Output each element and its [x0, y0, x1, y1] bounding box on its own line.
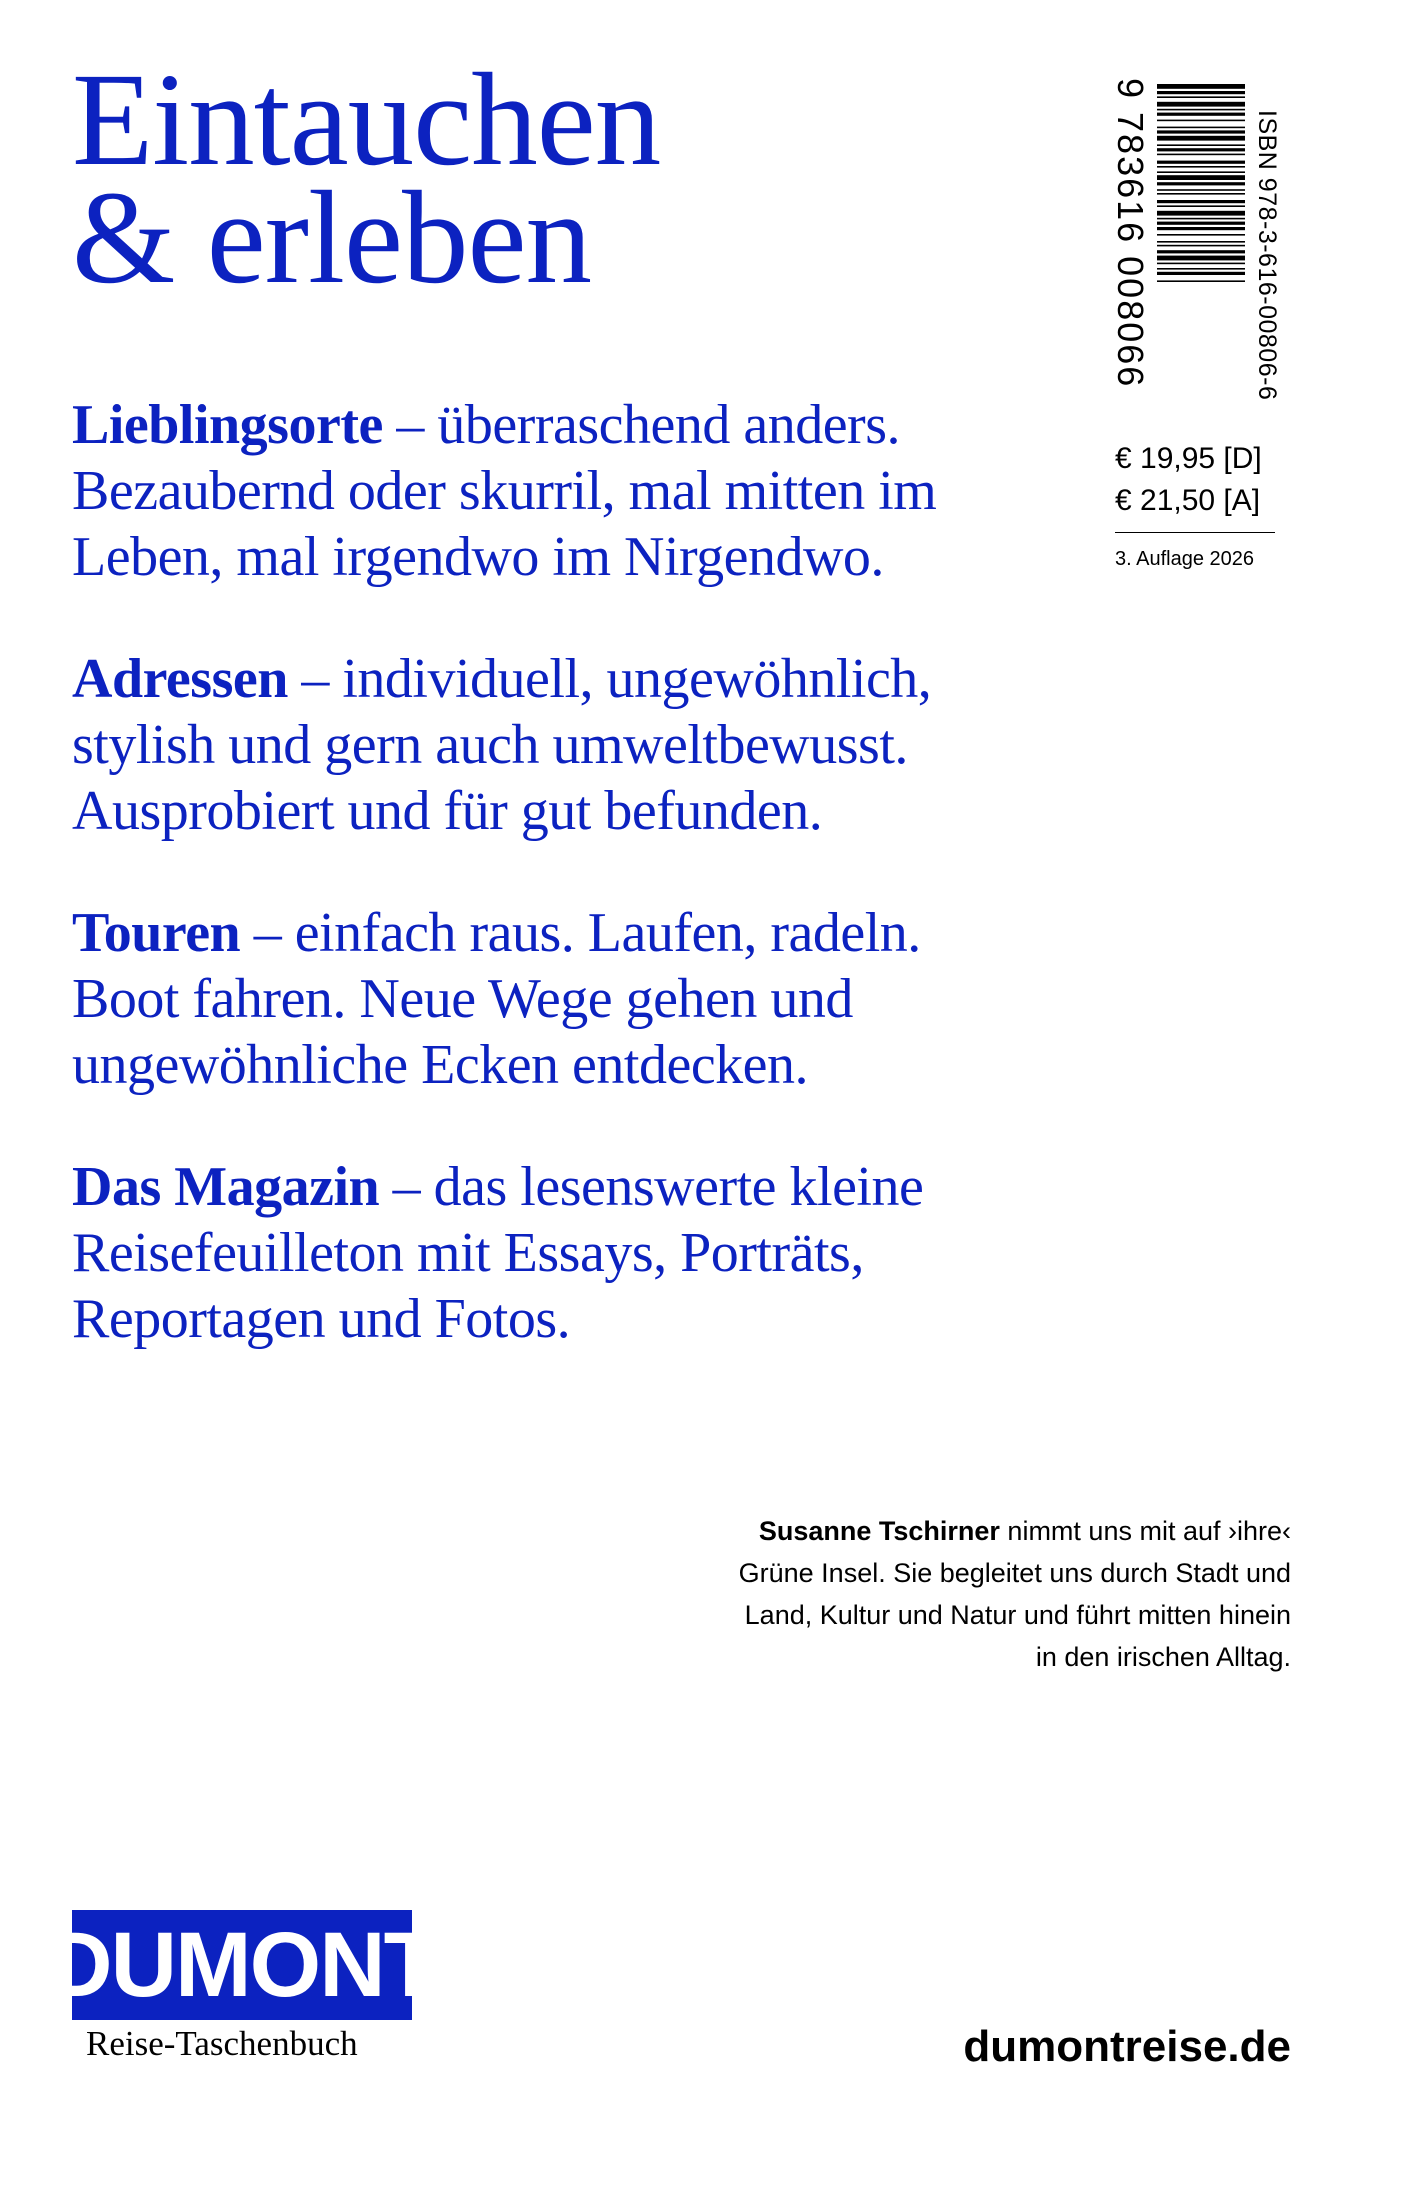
barcode-bar	[1157, 222, 1245, 225]
author-name: Susanne Tschirner	[758, 1516, 1000, 1546]
barcode-bar	[1157, 154, 1245, 156]
barcode-bar	[1157, 113, 1245, 116]
barcode-bar	[1157, 148, 1245, 151]
feature-title: Lieblingsorte	[72, 394, 383, 456]
barcode-bar	[1157, 171, 1245, 173]
barcode-bar	[1157, 166, 1245, 168]
barcode	[1105, 78, 1285, 418]
price-austria: € 21,50 [A]	[1115, 484, 1261, 517]
barcode-bar	[1157, 189, 1245, 191]
headline	[72, 45, 661, 311]
barcode-bar	[1157, 102, 1245, 107]
barcode-bar	[1157, 280, 1245, 282]
feature-touren	[72, 900, 1032, 1098]
barcode-bar	[1157, 256, 1245, 261]
edition-label: 3. Auflage 2026	[1115, 548, 1255, 570]
barcode-bar	[1157, 193, 1245, 195]
author-text: nimmt uns mit auf ›ihre‹ Grüne Insel. Sie begleitet uns durch Stadt und Land, Kultur und Natur und führt mitten hinein in den irischen Alltag.	[738, 1516, 1291, 1672]
barcode-bar	[1157, 200, 1245, 203]
barcode-bar	[1157, 109, 1245, 111]
feature-magazin	[72, 1154, 1032, 1352]
barcode-bar	[1157, 161, 1245, 164]
headline-line-1: Eintauchen	[72, 45, 661, 193]
feature-lieblingsorte	[72, 392, 1032, 590]
price-divider	[1115, 532, 1275, 533]
feature-adressen	[72, 646, 1032, 844]
feature-text: – überraschend anders. Bezaubernd oder skurril, mal mitten im Leben, mal irgendwo im Nirgendwo.	[72, 394, 937, 588]
barcode-bar	[1157, 205, 1245, 207]
barcode-bar	[1157, 96, 1245, 98]
price-germany: € 19,95 [D]	[1115, 442, 1262, 475]
logo-subtitle: Reise-Taschenbuch	[86, 2024, 358, 2063]
barcode-bar	[1157, 227, 1245, 230]
headline-line-2: & erleben	[72, 163, 592, 311]
barcode-bar	[1157, 84, 1245, 89]
feature-title: Touren	[72, 902, 241, 964]
isbn-label: ISBN 978-3-616-00806-6	[1253, 110, 1281, 401]
website-link[interactable]: dumontreise.de	[963, 2022, 1291, 2071]
barcode-bar	[1157, 130, 1245, 133]
barcode-bar	[1157, 211, 1245, 216]
barcode-bar	[1157, 91, 1245, 94]
dumont-logo	[46, 1910, 438, 2020]
barcode-bar	[1157, 136, 1245, 141]
barcode-bar	[1157, 268, 1245, 270]
feature-text: – einfach raus. Laufen, radeln. Boot fahren. Neue Wege gehen und ungewöhnliche Ecken entdecken.	[72, 902, 921, 1096]
barcode-bar	[1157, 272, 1245, 275]
barcode-bar	[1157, 218, 1245, 220]
barcode-bar	[1157, 182, 1245, 185]
logo-brand: DUMONT	[46, 1913, 438, 2016]
price-block	[1115, 438, 1275, 571]
author-blurb	[731, 1510, 1291, 1678]
feature-text: – das lesenswerte kleine Reisefeuilleton mit Essays, Porträts, Reportagen und Fotos.	[72, 1156, 924, 1350]
feature-list	[72, 392, 1032, 1398]
barcode-bar	[1157, 175, 1245, 180]
barcode-bar	[1157, 127, 1245, 129]
barcode-bar	[1157, 234, 1245, 236]
barcode-digits: 9 783616 008066	[1110, 78, 1151, 389]
barcode-bar	[1157, 250, 1245, 253]
barcode-bar	[1157, 120, 1245, 122]
barcode-bar	[1157, 245, 1245, 247]
feature-text: – individuell, ungewöhnlich, stylish und gern auch umweltbewusst. Ausprobiert und für gut befunden.	[72, 648, 932, 842]
barcode-bar	[1157, 263, 1245, 265]
feature-title: Adressen	[72, 648, 288, 710]
barcode-bar	[1157, 144, 1245, 146]
barcode-bar	[1157, 241, 1245, 243]
feature-title: Das Magazin	[72, 1156, 380, 1218]
